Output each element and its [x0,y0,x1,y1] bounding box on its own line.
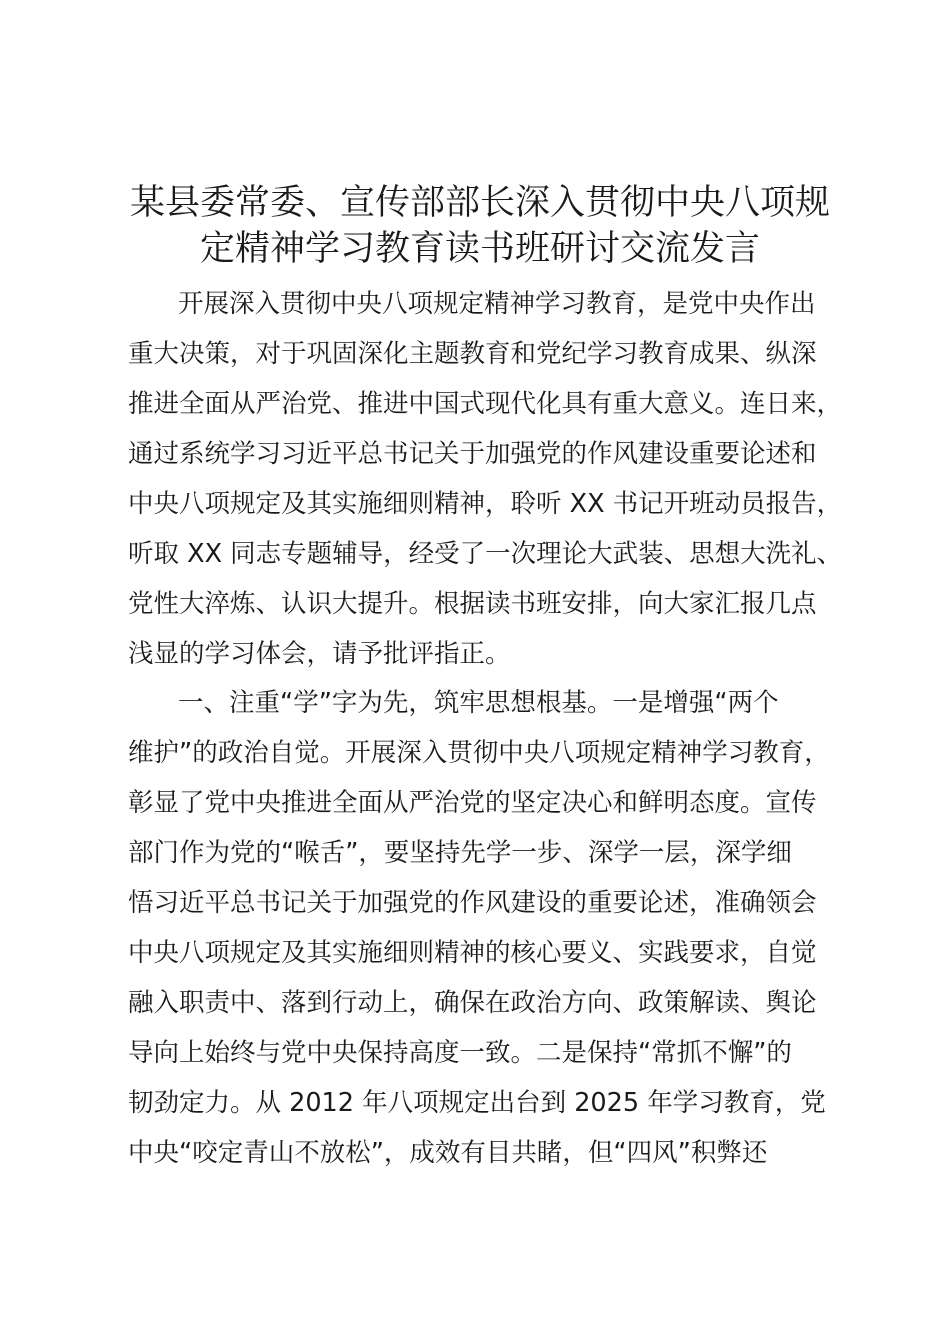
paragraph-2-line-5: 悟习近平总书记关于加强党的作风建设的重要论述，准确领会 [128,888,817,918]
paragraph-2-line-6: 中央八项规定及其实施细则精神的核心要义、实践要求，自觉 [128,938,817,968]
paragraph-1-line-8: 浅显的学习体会，请予批评指正。 [128,639,511,669]
paragraph-1-line-5: 中央八项规定及其实施细则精神，聆听 XX 书记开班动员报告， [128,489,843,519]
paragraph-1-line-6: 听取 XX 同志专题辅导，经受了一次理论大武装、思想大洗礼、 [128,539,843,569]
paragraph-2-line-2: 维护”的政治自觉。开展深入贯彻中央八项规定精神学习教育， [128,738,830,768]
paragraph-2-line-8: 导向上始终与党中央保持高度一致。二是保持“常抓不懈”的 [128,1038,792,1068]
paragraph-2-line-1: 一、注重“学”字为先，筑牢思想根基。一是增强“两个 [178,688,779,718]
paragraph-2-line-4: 部门作为党的“喉舌”，要坚持先学一步、深学一层，深学细 [128,838,792,868]
paragraph-1-line-4: 通过系统学习习近平总书记关于加强党的作风建设重要论述和 [128,439,817,469]
paragraph-1-line-1: 开展深入贯彻中央八项规定精神学习教育，是党中央作出 [178,289,816,319]
paragraph-1-line-2: 重大决策，对于巩固深化主题教育和党纪学习教育成果、纵深 [128,339,817,369]
paragraph-1-line-7: 党性大淬炼、认识大提升。根据读书班安排，向大家汇报几点 [128,589,817,619]
paragraph-1-line-3: 推进全面从严治党、推进中国式现代化具有重大意义。连日来， [128,389,843,419]
paragraph-2-line-10: 中央“咬定青山不放松”，成效有目共睹，但“四风”积弊还 [128,1138,768,1168]
paragraph-2-line-3: 彰显了党中央推进全面从严治党的坚定决心和鲜明态度。宣传 [128,788,817,818]
title-line-1: 某县委常委、宣传部部长深入贯彻中央八项规 [129,183,830,223]
title-line-2: 定精神学习教育读书班研讨交流发言 [199,229,760,269]
paragraph-2-line-7: 融入职责中、落到行动上，确保在政治方向、政策解读、舆论 [128,988,817,1018]
paragraph-2-line-9: 韧劲定力。从 2012 年八项规定出台到 2025 年学习教育，党 [128,1088,826,1118]
